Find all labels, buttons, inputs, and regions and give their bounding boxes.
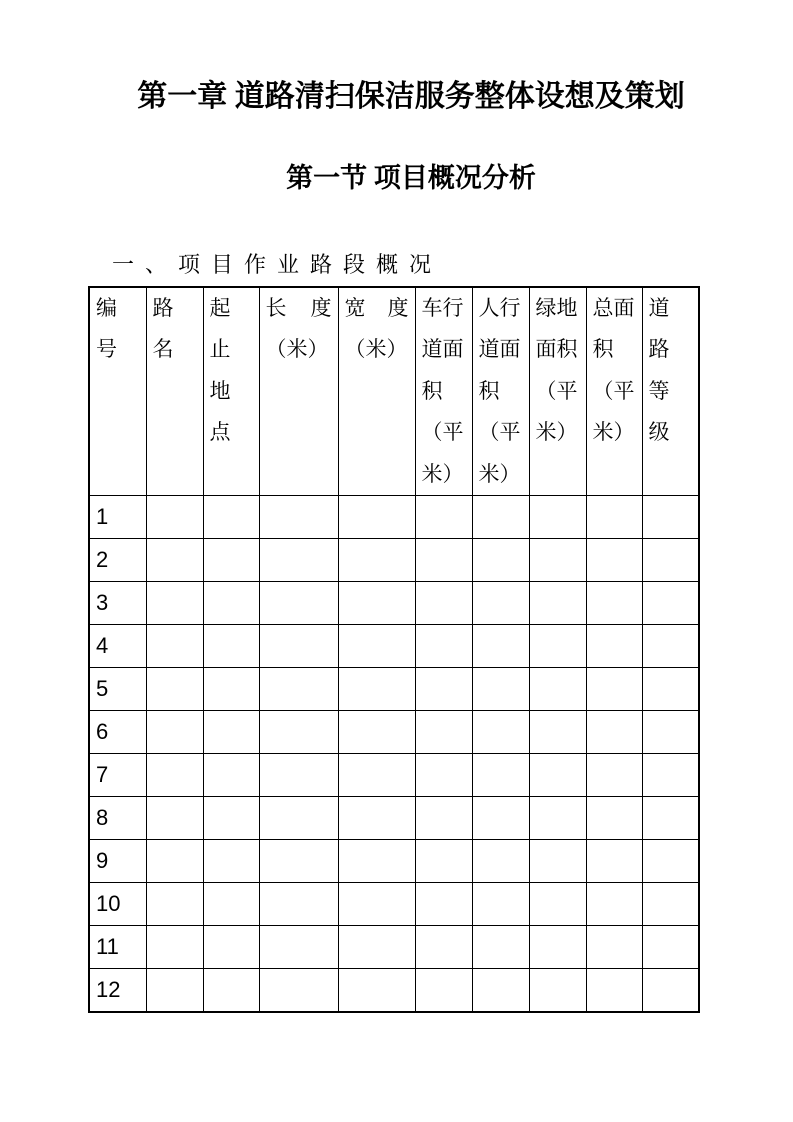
empty-cell — [642, 754, 699, 797]
empty-cell — [203, 840, 259, 883]
empty-cell — [338, 926, 415, 969]
row-number-cell: 12 — [89, 969, 146, 1013]
header-line: 编 — [96, 296, 117, 320]
empty-cell — [203, 496, 259, 539]
empty-cell — [415, 926, 472, 969]
table-row — [89, 539, 699, 582]
col-header-roadway-area — [415, 287, 472, 496]
row-number-cell: 7 — [89, 754, 146, 797]
empty-cell — [415, 840, 472, 883]
empty-cell — [472, 668, 529, 711]
table-row — [89, 883, 699, 926]
empty-cell — [472, 539, 529, 582]
empty-cell — [415, 668, 472, 711]
empty-cell — [415, 582, 472, 625]
empty-cell — [529, 668, 586, 711]
empty-cell — [203, 883, 259, 926]
empty-cell — [472, 797, 529, 840]
empty-cell — [586, 883, 642, 926]
header-line: 点 — [209, 420, 231, 445]
empty-cell — [146, 883, 203, 926]
empty-cell — [529, 496, 586, 539]
empty-cell — [472, 496, 529, 539]
empty-cell — [259, 754, 338, 797]
header-line: 米） — [421, 461, 464, 486]
empty-cell — [586, 754, 642, 797]
empty-cell — [642, 797, 699, 840]
empty-cell — [642, 926, 699, 969]
row-number-cell: 8 — [89, 797, 146, 840]
header-line: （米） — [265, 337, 329, 362]
empty-cell — [642, 883, 699, 926]
header-line: 绿地 — [535, 296, 578, 320]
row-number-cell: 11 — [89, 926, 146, 969]
empty-cell — [472, 926, 529, 969]
empty-cell — [203, 539, 259, 582]
empty-cell — [586, 668, 642, 711]
col-header-length-m — [259, 287, 338, 496]
header-line: 起 — [209, 296, 231, 320]
empty-cell — [338, 496, 415, 539]
header-line: （平 — [535, 378, 578, 403]
table-row — [89, 668, 699, 711]
empty-cell — [259, 582, 338, 625]
row-number-cell: 4 — [89, 625, 146, 668]
header-line: 积 — [478, 378, 500, 403]
empty-cell — [642, 711, 699, 754]
header-line: 人行 — [478, 296, 521, 320]
col-header-total-area — [586, 287, 642, 496]
col-header-start-end-location — [203, 287, 259, 496]
table-row — [89, 625, 699, 668]
header-line: 路 — [152, 296, 174, 320]
col-header-width-m — [338, 287, 415, 496]
empty-cell — [146, 668, 203, 711]
empty-cell — [415, 969, 472, 1013]
empty-cell — [472, 711, 529, 754]
header-line: 长 度 — [265, 296, 332, 320]
table-row — [89, 582, 699, 625]
empty-cell — [642, 668, 699, 711]
table-header-row — [89, 287, 699, 496]
empty-cell — [472, 883, 529, 926]
empty-cell — [529, 754, 586, 797]
empty-cell — [415, 496, 472, 539]
empty-cell — [259, 668, 338, 711]
row-number-cell: 1 — [89, 496, 146, 539]
row-number-cell: 9 — [89, 840, 146, 883]
empty-cell — [203, 797, 259, 840]
empty-cell — [259, 539, 338, 582]
empty-cell — [586, 496, 642, 539]
col-header-road-grade — [642, 287, 699, 496]
empty-cell — [146, 582, 203, 625]
empty-cell — [203, 711, 259, 754]
empty-cell — [146, 840, 203, 883]
empty-cell — [415, 797, 472, 840]
empty-cell — [415, 883, 472, 926]
empty-cell — [472, 840, 529, 883]
empty-cell — [203, 625, 259, 668]
empty-cell — [529, 797, 586, 840]
table-row — [89, 969, 699, 1013]
row-number-cell: 5 — [89, 668, 146, 711]
empty-cell — [642, 539, 699, 582]
empty-cell — [338, 711, 415, 754]
empty-cell — [146, 496, 203, 539]
empty-cell — [259, 840, 338, 883]
empty-cell — [338, 969, 415, 1013]
empty-cell — [529, 969, 586, 1013]
list-heading: 一、项目作业路段概况 — [112, 252, 443, 277]
header-line: 名 — [152, 337, 174, 362]
empty-cell — [203, 754, 259, 797]
empty-cell — [586, 711, 642, 754]
empty-cell — [529, 582, 586, 625]
empty-cell — [529, 883, 586, 926]
empty-cell — [529, 711, 586, 754]
empty-cell — [146, 969, 203, 1013]
empty-cell — [146, 754, 203, 797]
empty-cell — [415, 754, 472, 797]
empty-cell — [203, 926, 259, 969]
empty-cell — [415, 711, 472, 754]
row-number-cell: 3 — [89, 582, 146, 625]
header-line: 道 — [648, 296, 670, 320]
header-line: 等 — [648, 378, 670, 403]
empty-cell — [642, 969, 699, 1013]
empty-cell — [146, 926, 203, 969]
header-line: 宽 度 — [344, 296, 409, 320]
empty-cell — [146, 539, 203, 582]
header-line: （平 — [478, 420, 521, 445]
empty-cell — [338, 582, 415, 625]
empty-cell — [203, 668, 259, 711]
header-line: 积 — [421, 378, 443, 403]
empty-cell — [415, 539, 472, 582]
col-header-green-area — [529, 287, 586, 496]
header-line: 积 — [592, 337, 614, 362]
header-line: 车行 — [421, 296, 464, 320]
road-sections-table — [88, 286, 700, 1013]
empty-cell — [203, 582, 259, 625]
empty-cell — [472, 969, 529, 1013]
empty-cell — [259, 969, 338, 1013]
col-header-road-name — [146, 287, 203, 496]
empty-cell — [529, 926, 586, 969]
col-header-number — [89, 287, 146, 496]
row-number-cell: 2 — [89, 539, 146, 582]
empty-cell — [586, 840, 642, 883]
empty-cell — [642, 625, 699, 668]
empty-cell — [586, 539, 642, 582]
row-number-cell: 10 — [89, 883, 146, 926]
header-line: 止 — [209, 337, 231, 362]
row-number-cell: 6 — [89, 711, 146, 754]
header-line: 级 — [648, 420, 670, 445]
empty-cell — [259, 883, 338, 926]
empty-cell — [146, 797, 203, 840]
empty-cell — [529, 625, 586, 668]
empty-cell — [529, 539, 586, 582]
header-line: （平 — [592, 378, 635, 403]
empty-cell — [338, 539, 415, 582]
empty-cell — [338, 840, 415, 883]
header-line: 号 — [96, 337, 117, 362]
empty-cell — [259, 797, 338, 840]
empty-cell — [203, 969, 259, 1013]
col-header-sidewalk-area — [472, 287, 529, 496]
empty-cell — [586, 969, 642, 1013]
empty-cell — [338, 668, 415, 711]
header-line: （米） — [344, 337, 408, 362]
empty-cell — [259, 496, 338, 539]
empty-cell — [586, 926, 642, 969]
empty-cell — [642, 582, 699, 625]
section-title: 第一节 项目概况分析 — [286, 163, 536, 193]
empty-cell — [472, 582, 529, 625]
empty-cell — [472, 754, 529, 797]
empty-cell — [642, 840, 699, 883]
empty-cell — [415, 625, 472, 668]
table-row — [89, 711, 699, 754]
header-line: （平 — [421, 420, 464, 445]
empty-cell — [642, 496, 699, 539]
chapter-title: 第一章 道路清扫保洁服务整体设想及策划 — [137, 80, 685, 113]
table-row — [89, 496, 699, 539]
header-line: 米） — [535, 420, 578, 445]
header-line: 米） — [478, 461, 521, 486]
empty-cell — [259, 625, 338, 668]
empty-cell — [338, 797, 415, 840]
table-row — [89, 926, 699, 969]
header-line: 地 — [209, 378, 231, 403]
empty-cell — [338, 625, 415, 668]
empty-cell — [529, 840, 586, 883]
table-row — [89, 797, 699, 840]
empty-cell — [472, 625, 529, 668]
header-line: 道面 — [478, 337, 521, 362]
empty-cell — [259, 711, 338, 754]
empty-cell — [586, 625, 642, 668]
empty-cell — [338, 754, 415, 797]
table-row — [89, 840, 699, 883]
header-line: 面积 — [535, 337, 578, 362]
header-line: 道面 — [421, 337, 464, 362]
header-line: 总面 — [592, 296, 635, 320]
empty-cell — [586, 797, 642, 840]
empty-cell — [338, 883, 415, 926]
empty-cell — [146, 625, 203, 668]
empty-cell — [586, 582, 642, 625]
table-row — [89, 754, 699, 797]
header-line: 路 — [648, 337, 670, 362]
header-line: 米） — [592, 420, 635, 445]
empty-cell — [146, 711, 203, 754]
empty-cell — [259, 926, 338, 969]
